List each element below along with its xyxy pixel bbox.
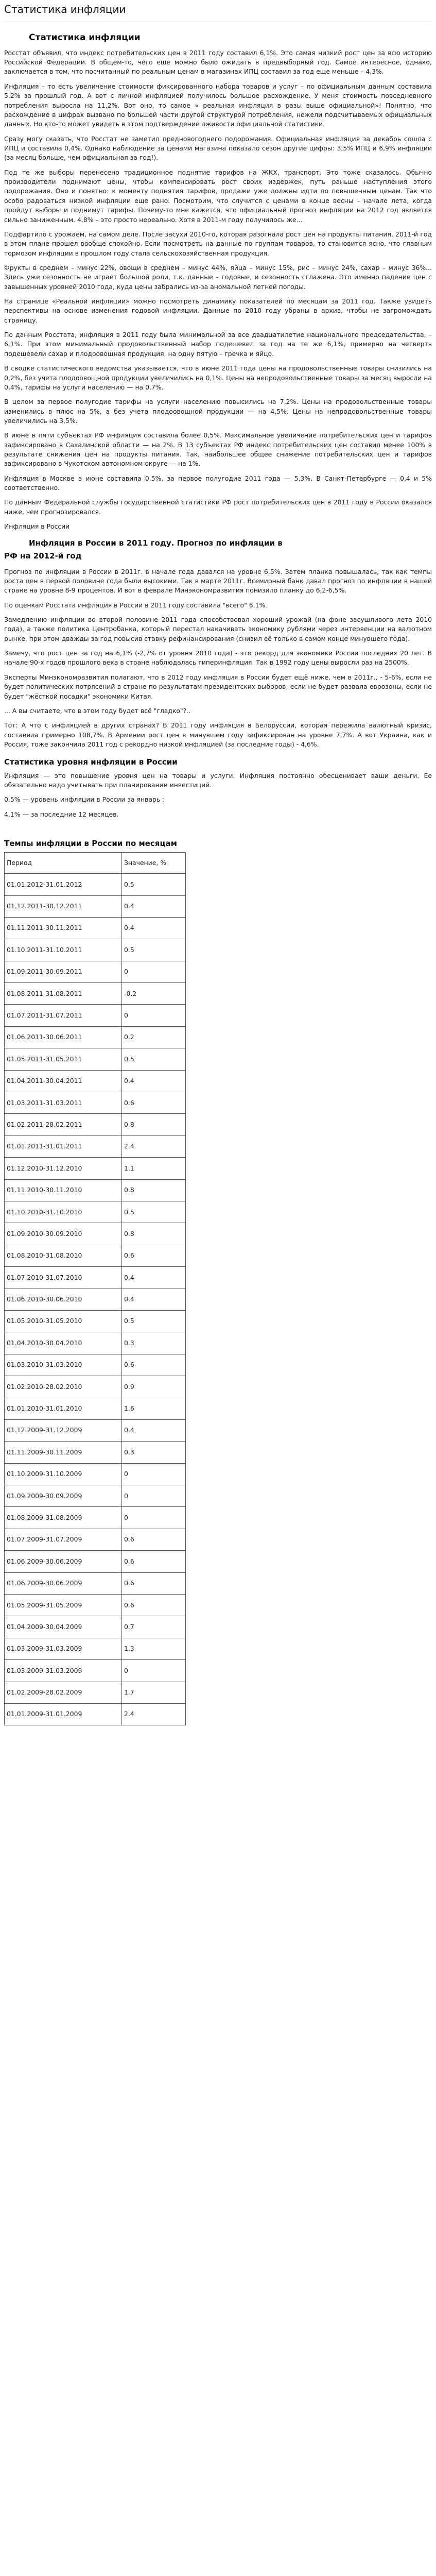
value-cell: 1.6 xyxy=(122,1398,186,1419)
levels-paragraph: 4.1% — за последние 12 месяцев. xyxy=(4,810,119,818)
table-row xyxy=(5,1136,186,1157)
period-cell: 01.09.2010-30.09.2010 xyxy=(5,1223,122,1245)
value-cell: 0.3 xyxy=(122,1442,186,1463)
inflation-table xyxy=(4,852,186,1725)
period-cell: 01.05.2009-31.05.2009 xyxy=(5,1595,122,1616)
article-paragraph: В сводке статистического ведомства указывается, что в июне 2011 года цены на продовольственные товары снизились на 0,2%, без учета плодоовощной продукции увеличились на 0,1%. Цены на непродовольственные товары за месяц выросли на 0,4%, тарифы на услуги населению — на 0,7%. xyxy=(4,364,432,391)
table-row xyxy=(5,1551,186,1572)
article-title: Статистика инфляции xyxy=(29,32,141,43)
article-paragraph: Инфляция в Москве в июне составила 0,5%, за первое полугодие 2011 года — 5,3%. В Санкт-Петербурге — 0,4 и 5% соответственно. xyxy=(4,474,432,492)
period-cell: 01.08.2009-31.08.2009 xyxy=(5,1507,122,1529)
levels-heading: Статистика уровня инфляции в России xyxy=(4,757,178,767)
table-row xyxy=(5,1158,186,1179)
value-cell: 0.4 xyxy=(122,917,186,939)
period-cell: 01.01.2011-31.01.2011 xyxy=(5,1136,122,1157)
forecast-paragraph: ... А вы считаете, что в этом году будет всё "гладко"?.. xyxy=(4,706,191,715)
value-cell: 0 xyxy=(122,1507,186,1529)
value-cell: 0 xyxy=(122,1660,186,1682)
article-paragraph: Инфляция в России xyxy=(4,522,70,531)
value-cell: 0.4 xyxy=(122,1289,186,1310)
table-row xyxy=(5,1070,186,1092)
forecast-paragraph: Тот: А что с инфляцией в других странах? В 2011 году инфляция в Белоруссии, которая пережила валютный кризис, составила примерно 108,7%. В Армении рост цен в минувшем году зафиксирован на уровне 7,7%. А вот Украина, как и Россия, тоже закончила 2011 год с рекордно низкой инфляцией (за последние годы) - 4,6%. xyxy=(4,721,432,748)
value-cell: 0.6 xyxy=(122,1572,186,1594)
period-cell: 01.06.2011-30.06.2011 xyxy=(5,1026,122,1048)
value-cell: 0.5 xyxy=(122,1201,186,1223)
period-cell: 01.04.2010-30.04.2010 xyxy=(5,1332,122,1354)
period-cell: 01.05.2011-31.05.2011 xyxy=(5,1048,122,1070)
table-row xyxy=(5,939,186,961)
levels-paragraph: Инфляция — это повышение уровня цен на товары и услуги. Инфляция постоянно обесценивает ваши деньги. Ее обязательно надо учитывать при планировании инвестиций. xyxy=(4,771,432,789)
article-paragraph: В целом за первое полугодие тарифы на услуги населению повысились на 7,2%. Цены на продовольственные товары изменились в плюс на 5%, а без учета плодоовощной продукции — на 4,5%. Цены на непродовольственные товары увеличились на 3,5%. xyxy=(4,398,432,425)
period-cell: 01.09.2009-30.09.2009 xyxy=(5,1485,122,1507)
table-row xyxy=(5,1354,186,1376)
value-cell: 0.4 xyxy=(122,1419,186,1441)
forecast-heading xyxy=(4,537,432,563)
period-cell: 01.03.2011-31.03.2011 xyxy=(5,1092,122,1114)
value-cell: 0 xyxy=(122,961,186,982)
table-row xyxy=(5,1048,186,1070)
table-row xyxy=(5,1442,186,1463)
article-paragraph: Подфартило с урожаем, на самом деле. После засухи 2010-го, которая разогнала рост цен на продукты питания, 2011-й год в этом плане прошел вообще спокойно. Если посмотреть на данные по группам товаров, то становится ясно, что главным тормозом инфляции в прошлом году стала сельскохозяйственная продукция. xyxy=(4,230,432,257)
value-cell: -0.2 xyxy=(122,983,186,1005)
period-cell: 01.11.2011-30.11.2011 xyxy=(5,917,122,939)
period-cell: 01.03.2010-31.03.2010 xyxy=(5,1354,122,1376)
forecast-body xyxy=(4,567,432,750)
period-cell: 01.05.2010-31.05.2010 xyxy=(5,1310,122,1332)
table-header-row xyxy=(5,853,186,874)
table-row xyxy=(5,874,186,895)
period-cell: 01.07.2009-31.07.2009 xyxy=(5,1529,122,1550)
forecast-heading-line2: РФ на 2012-й год xyxy=(4,551,82,561)
period-cell: 01.11.2010-30.11.2010 xyxy=(5,1179,122,1201)
value-cell: 0.7 xyxy=(122,1616,186,1638)
value-cell: 2.4 xyxy=(122,1703,186,1725)
article-paragraph: По данным Федеральной службы государственной статистики РФ рост потребительских цен в 2011 году в России оказался ниже, чем прогнозировался. xyxy=(4,498,432,516)
value-cell: 0 xyxy=(122,1485,186,1507)
value-cell: 1.3 xyxy=(122,1638,186,1659)
table-row xyxy=(5,1267,186,1289)
value-cell: 2.4 xyxy=(122,1136,186,1157)
levels-paragraph: 0.5% — уровень инфляции в России за январь ; xyxy=(4,795,165,804)
period-cell: 01.07.2010-31.07.2010 xyxy=(5,1267,122,1289)
period-cell: 01.09.2011-30.09.2011 xyxy=(5,961,122,982)
value-cell: 0.9 xyxy=(122,1376,186,1398)
value-cell: 0.4 xyxy=(122,1070,186,1092)
period-cell: 01.12.2010-31.12.2010 xyxy=(5,1158,122,1179)
table-row xyxy=(5,1245,186,1266)
period-cell: 01.12.2011-30.12.2011 xyxy=(5,895,122,917)
value-cell: 1.1 xyxy=(122,1158,186,1179)
table-row xyxy=(5,1660,186,1682)
period-cell: 01.08.2010-31.08.2010 xyxy=(5,1245,122,1266)
period-cell: 01.08.2011-31.08.2011 xyxy=(5,983,122,1005)
table-row xyxy=(5,1507,186,1529)
table-row xyxy=(5,1638,186,1659)
table-row xyxy=(5,1179,186,1201)
value-cell: 0 xyxy=(122,1005,186,1026)
period-cell: 01.06.2009-30.06.2009 xyxy=(5,1551,122,1572)
period-cell: 01.02.2011-28.02.2011 xyxy=(5,1114,122,1136)
period-cell: 01.04.2009-30.04.2009 xyxy=(5,1616,122,1638)
article-paragraph: На странице «Реальной инфляции» можно посмотреть динамику показателей по месяцам за 2011 год. Также увидеть перспективы на основе изменения годовой инфляции. Данные по 2010 году убраны в архив, чтобы не загромождать страницу. xyxy=(4,297,432,324)
forecast-paragraph: Замечу, что рост цен за год на 6,1% (-2,7% от уровня 2010 года) - это рекорд для экономики России последних 20 лет. В начале 90-х годов прошлого века в стране наблюдалась гиперинфляция. Так в 1992 году цены выросли раз на 2500%. xyxy=(4,649,432,667)
value-cell: 0.5 xyxy=(122,874,186,895)
value-cell: 1.7 xyxy=(122,1682,186,1703)
value-cell: 0.2 xyxy=(122,1026,186,1048)
table-row xyxy=(5,1005,186,1026)
article-paragraph: Сразу могу сказать, что Росстат не заметил предновогоднего подорожания. Официальная инфляция за декабрь сошла с ИПЦ и составила 0,4%. Однако наблюдение за ценами магазина показало сезон другие цифры: 3,5% ИПЦ и 6,9% инфляции (за месяц больше, чем официальная за год!). xyxy=(4,134,432,162)
period-cell: 01.07.2011-31.07.2011 xyxy=(5,1005,122,1026)
value-cell: 0.6 xyxy=(122,1551,186,1572)
value-cell: 0.6 xyxy=(122,1529,186,1550)
period-cell: 01.10.2010-31.10.2010 xyxy=(5,1201,122,1223)
table-row xyxy=(5,1289,186,1310)
table-row xyxy=(5,1223,186,1245)
value-cell: 0.8 xyxy=(122,1179,186,1201)
period-cell: 01.06.2009-30.06.2009 xyxy=(5,1572,122,1594)
value-cell: 0.6 xyxy=(122,1245,186,1266)
period-cell: 01.11.2009-30.11.2009 xyxy=(5,1442,122,1463)
period-cell: 01.04.2011-30.04.2011 xyxy=(5,1070,122,1092)
value-cell: 0.5 xyxy=(122,1310,186,1332)
table-row xyxy=(5,1398,186,1419)
period-cell: 01.01.2010-31.01.2010 xyxy=(5,1398,122,1419)
value-cell: 0.3 xyxy=(122,1332,186,1354)
table-row xyxy=(5,1201,186,1223)
table-row xyxy=(5,983,186,1005)
period-cell: 01.01.2009-31.01.2009 xyxy=(5,1703,122,1725)
table-row xyxy=(5,1376,186,1398)
page-title: Статистика инфляции xyxy=(4,0,432,22)
levels-body xyxy=(4,771,432,819)
table-row xyxy=(5,1703,186,1725)
table-row xyxy=(5,1332,186,1354)
article-body xyxy=(4,48,432,532)
forecast-heading-line1: Инфляция в России в 2011 году. Прогноз по инфляции в xyxy=(29,538,283,548)
table-row xyxy=(5,1529,186,1550)
forecast-paragraph: Прогноз по инфляции в России в 2011г. в начале года давался на уровне 6,5%. Затем планка повышалась, так как темпы роста цен в первой половине года были высокими. Так в марте 2011г. Всемирный банк давал прогноз по инфляции в нашей стране на уровне 8-9 процентов. И вот в феврале Минэкономразвития понизило планку до 6,2-6,5%. xyxy=(4,567,432,595)
article-paragraph: В июне в пяти субъектах РФ инфляция составила более 0,5%. Максимальное увеличение потребительских цен и тарифов зафиксировано в Сахалинской области — на 2%. В 13 субъектах РФ индекс потребительских цен составил менее 100% в результате снижения цен на продукты питания. Так, наибольшее общее снижение потребительских цен и тарифов зафиксировано в Чукотском автономном округе — на 1%. xyxy=(4,431,432,468)
period-cell: 01.03.2009-31.03.2009 xyxy=(5,1660,122,1682)
value-cell: 0.6 xyxy=(122,1092,186,1114)
table-row xyxy=(5,1595,186,1616)
article-paragraph: Росстат объявил, что индекс потребительских цен в 2011 году составил 6,1%. Это самая низкий рост цен за всю историю Российской Федерации. В общем-то, чего еще можно было ожидать в предвыборный год. Самое интересное, однако, заключается в том, что посчитанный по реальным ценам в магазинах ИПЦ составил за год еще меньше – 4,3%. xyxy=(4,48,432,76)
value-cell: 0.5 xyxy=(122,939,186,961)
table-row xyxy=(5,917,186,939)
table-row xyxy=(5,1310,186,1332)
table-row xyxy=(5,961,186,982)
value-cell: 0.6 xyxy=(122,1595,186,1616)
period-cell: 01.12.2009-31.12.2009 xyxy=(5,1419,122,1441)
value-cell: 0.6 xyxy=(122,1354,186,1376)
column-header-value: Значение, % xyxy=(122,853,186,874)
table-row xyxy=(5,1485,186,1507)
period-cell: 01.02.2010-28.02.2010 xyxy=(5,1376,122,1398)
value-cell: 0.8 xyxy=(122,1114,186,1136)
table-row xyxy=(5,1682,186,1703)
period-cell: 01.10.2009-31.10.2009 xyxy=(5,1463,122,1485)
article-paragraph: Под те же выборы перенесено традиционное поднятие тарифов на ЖКХ, транспорт. Это тоже сказалось. Обычно производители поднимают цены, чтобы компенсировать рост своих издержек, путь раньше наступления этого подорожания. Оно и понятно: к моменту поднятия тарифов, продажи уже должны идти по повышенным ценам. Так что особо радоваться низкой инфляции еще рано. Посмотрим, что случится с ценами в конце весны – начале лета, когда пройдут выборы и поднимут тарифы. Почему-то мне кажется, что официальный прогноз инфляции на 2012 год является сильно заниженным. 4,8% – это просто нереально. Хотя в 2011-м году получилось же… xyxy=(4,168,432,224)
value-cell: 0.5 xyxy=(122,1048,186,1070)
table-row xyxy=(5,1114,186,1136)
forecast-paragraph: По оценкам Росстата инфляция в России в 2011 году составила "всего" 6,1%. xyxy=(4,601,268,609)
value-cell: 0 xyxy=(122,1463,186,1485)
forecast-paragraph: Эксперты Минэкономразвития полагают, что в 2012 году инфляция в России будет ещё ниже, чем в 2011г., - 5-6%, если не будет политических потрясений в стране по результатам президентских выборов, если не будет развала еврозоны, если не будет "жёсткой посадки" экономики Китая. xyxy=(4,673,432,700)
value-cell: 0.4 xyxy=(122,1267,186,1289)
period-cell: 01.03.2009-31.03.2009 xyxy=(5,1638,122,1659)
table-row xyxy=(5,1616,186,1638)
value-cell: 0.8 xyxy=(122,1223,186,1245)
period-cell: 01.06.2010-30.06.2010 xyxy=(5,1289,122,1310)
table-heading: Темпы инфляции в России по месяцам xyxy=(4,838,177,848)
article-paragraph: Инфляция – то есть увеличение стоимости фиксированного набора товаров и услуг – по официальным данным составила 5,2% за прошлый год. А вот с личной инфляцией получилось большое расхождение. У меня стоимость повседневного потребления выросла на 11,2%. Вот оно, то самое « реальная инфляция в разы выше официальной»! Понятно, что расхождение в цифрах вызвано по большей части другой структурой потребления, нежели подсчитываемых официальных данных. Но кто-то может увидеть в этом подтверждение лживости официальной статистики. xyxy=(4,82,432,128)
table-row xyxy=(5,1026,186,1048)
column-header-period: Период xyxy=(5,853,122,874)
period-cell: 01.01.2012-31.01.2012 xyxy=(5,874,122,895)
table-row xyxy=(5,1092,186,1114)
value-cell: 0.4 xyxy=(122,895,186,917)
table-row xyxy=(5,1463,186,1485)
forecast-paragraph: Замедлению инфляции во второй половине 2011 года способствовал хороший урожай (на фоне засушливого лета 2010 года), а также политика Центробанка, который перестал накачивать экономику рублями через интервенции на валютном рынке, при этом дважды за год повысив ставку рефинансирования (снизил её только в самом конце минувшего года). xyxy=(4,616,432,642)
table-row xyxy=(5,1419,186,1441)
period-cell: 01.10.2011-31.10.2011 xyxy=(5,939,122,961)
table-row xyxy=(5,895,186,917)
table-row xyxy=(5,1572,186,1594)
article-paragraph: По данным Росстата, инфляция в 2011 году была минимальной за все двадцатилетие национального председательства, – 6,1%. При этом минимальный продовольственный набор подешевел за год на те же 6,1%, примерно на четверть подешевели сахар и плодоовощная продукция, на одну пятую – гречка и яйцо. xyxy=(4,331,432,358)
period-cell: 01.02.2009-28.02.2009 xyxy=(5,1682,122,1703)
article-paragraph: Фрукты в среднем – минус 22%, овощи в среднем – минус 44%, яйца – минус 15%, рис – минус 24%, сахар – минус 36%... Здесь уже сезонность не играет большой роли, т.к. данные – годовые, и сезонность сглажена. Это именно падение цен с завышенных уровней 2010 года, куда цены забрались из-за аномальной летней погоды. xyxy=(4,263,432,291)
